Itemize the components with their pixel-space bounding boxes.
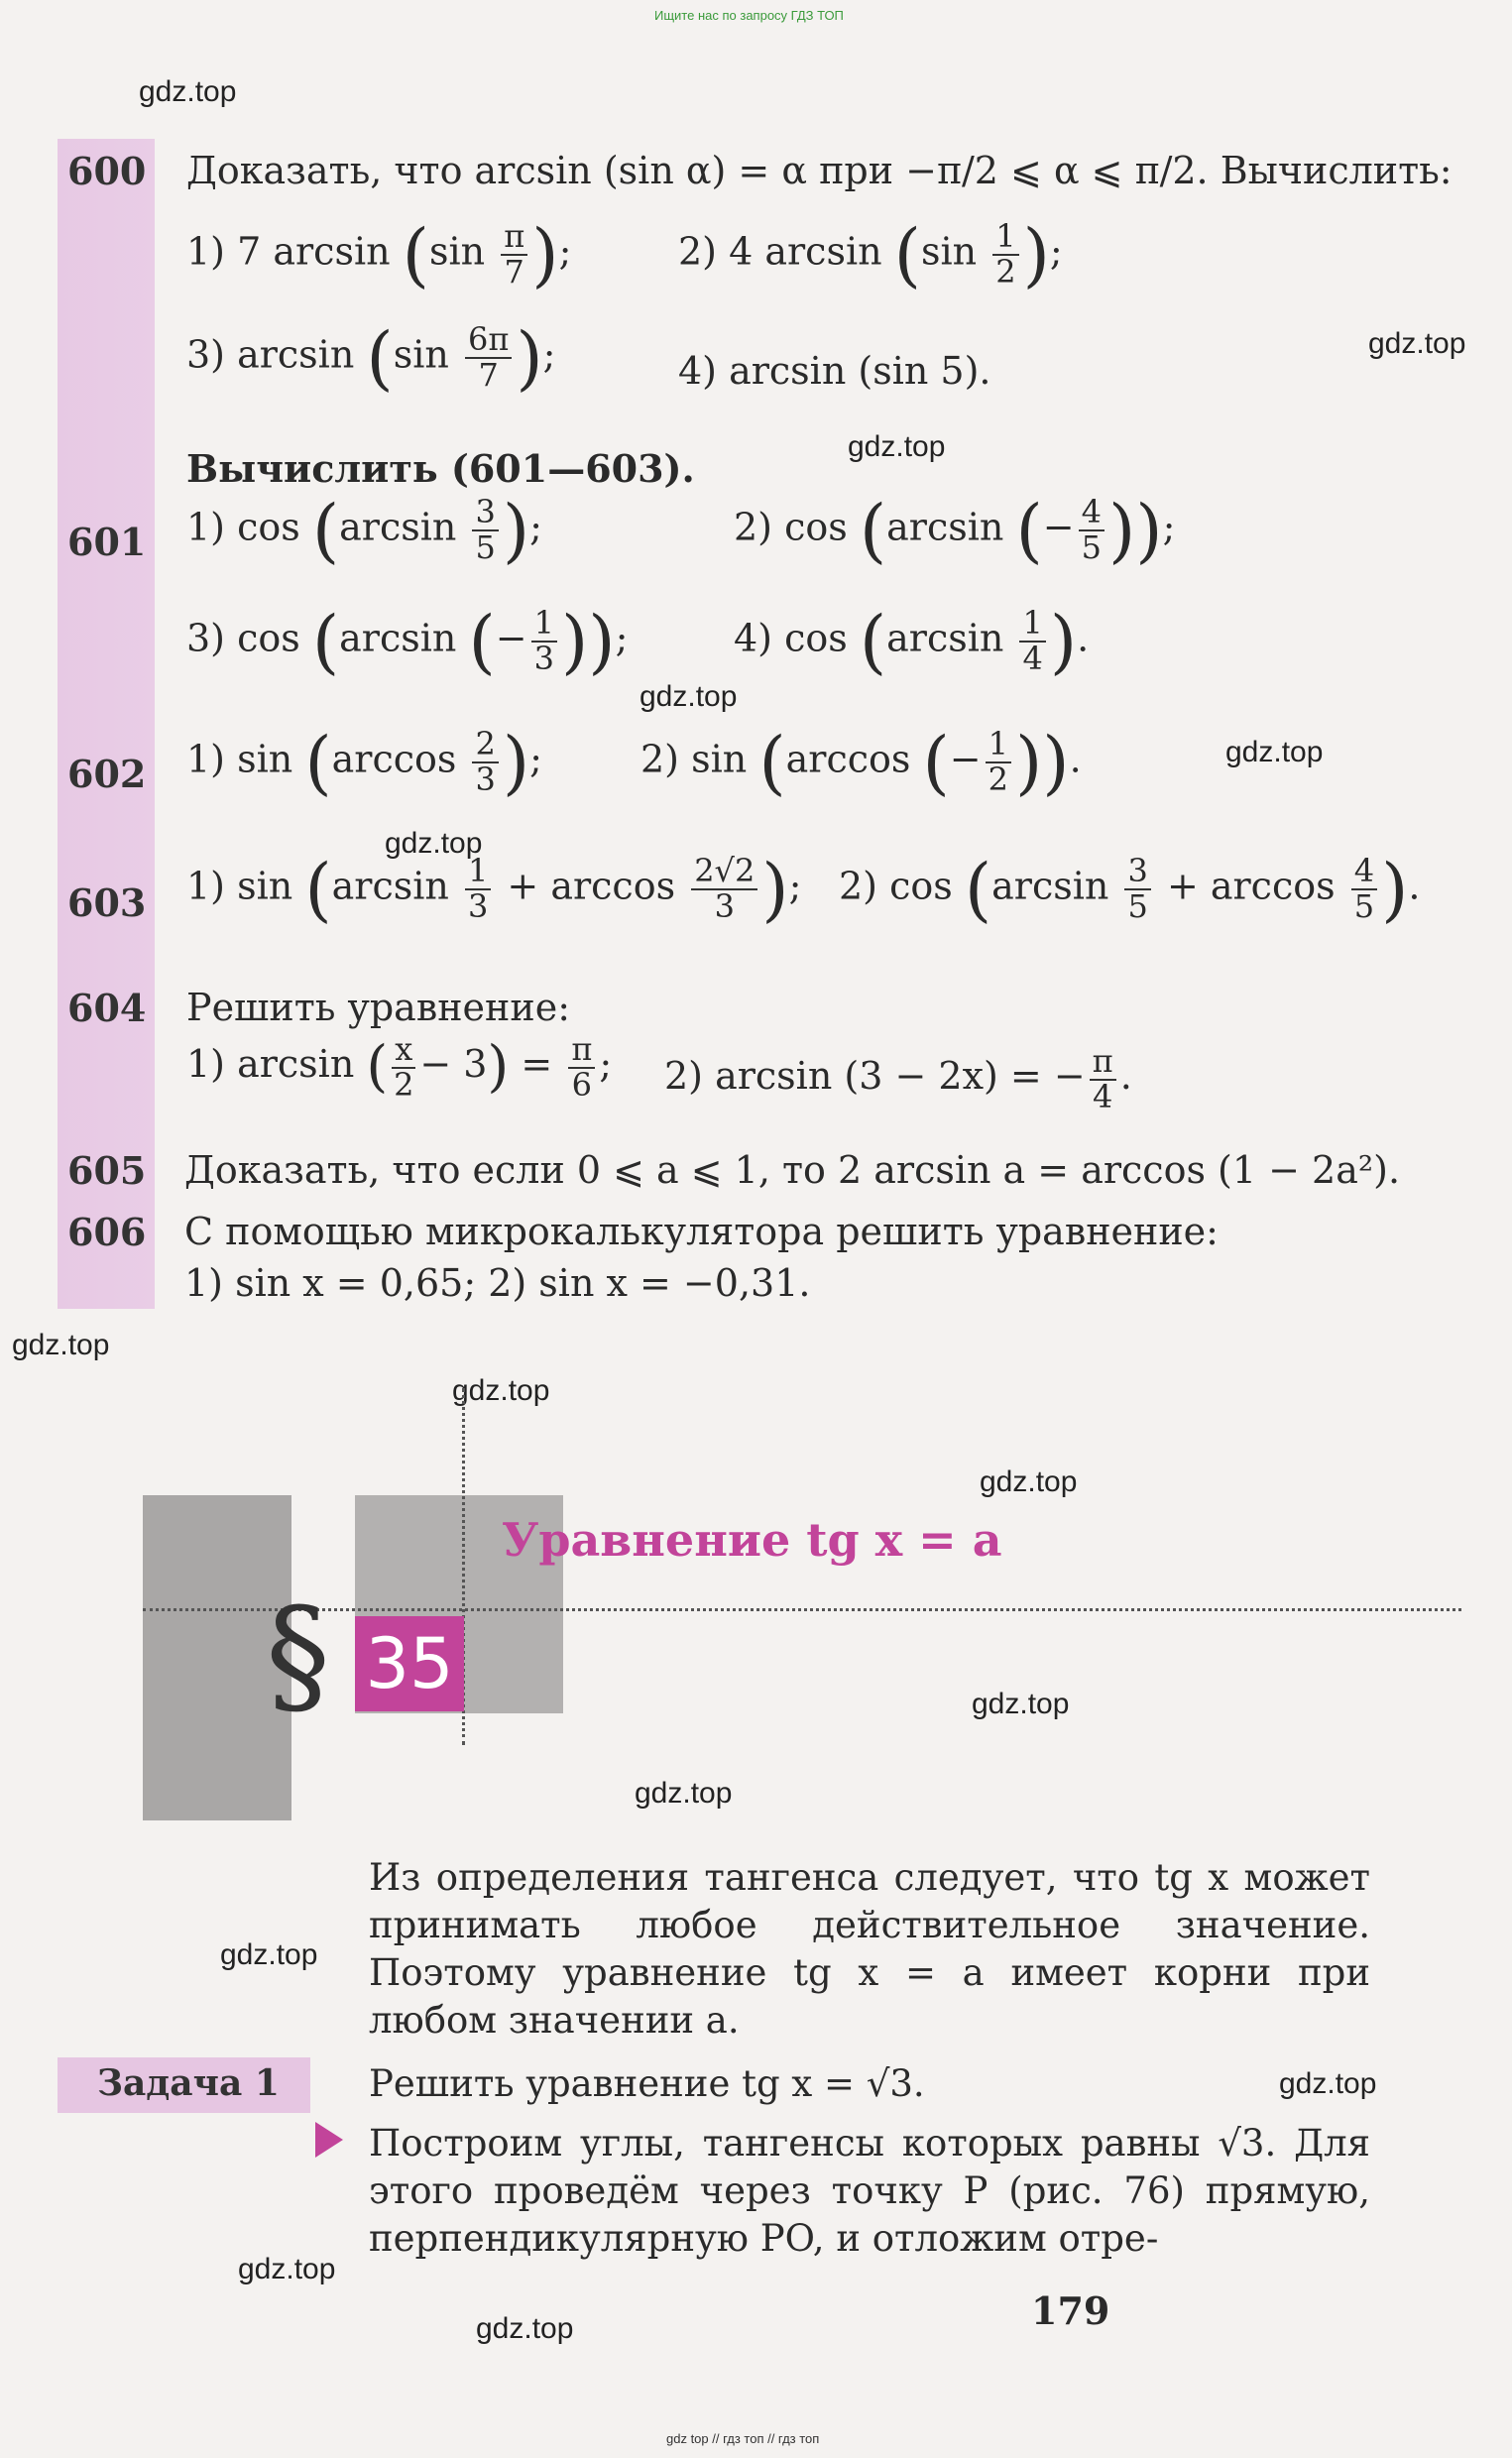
page-number: 179 xyxy=(1031,2288,1110,2333)
body-paragraph: Построим углы, тангенсы которых равны √3. Для этого проведём через точку P (рис. 76) прямую, перпендикулярную PO, и отложим отре- xyxy=(369,2122,1370,2260)
fraction: $\frac{4}{5}$ xyxy=(1351,855,1377,923)
task-label: Задача 1 xyxy=(97,2062,280,2104)
watermark: gdz.top xyxy=(12,1329,110,1361)
problem-item: 2) cos (arcsin (− $\frac{4}{5}$ )); xyxy=(734,490,1176,571)
item-text: 2) 4 arcsin xyxy=(678,229,882,274)
problem-number: 604 xyxy=(67,986,147,1030)
watermark: gdz.top xyxy=(385,827,483,860)
watermark: gdz.top xyxy=(1225,736,1324,768)
watermark: gdz.top xyxy=(452,1374,550,1407)
watermark: gdz.top xyxy=(139,75,237,108)
item-text: 3) arcsin xyxy=(186,332,355,377)
watermark: gdz.top xyxy=(1368,327,1466,360)
fraction: $\frac{\pi}{7}$ xyxy=(501,220,527,289)
problem-text: Доказать, что arcsin (sin α) = α при −π/2 ⩽ α ⩽ π/2. Вычислить: xyxy=(186,149,1453,192)
problem-item: 1) arcsin ( $\frac{x}{2}$ − 3) = $\frac{\pi}{6}$ ; xyxy=(186,1030,613,1104)
problem-item: 1) sin (arccos $\frac{2}{3}$ ); xyxy=(186,722,542,803)
item-func: sin xyxy=(428,229,486,274)
task-text: Решить уравнение tg x = √3. xyxy=(369,2062,925,2105)
problem-item: 1) sin x = 0,65; 2) sin x = −0,31. xyxy=(184,1261,811,1305)
body-paragraph: Из определения тангенса следует, что tg x может принимать любое действительное значение. Поэтому уравнение tg x = a имеет корни при любом значении a. xyxy=(369,1856,1370,2042)
section-dotted-line xyxy=(143,1608,1461,1611)
problem-text: С помощью микрокалькулятора решить уравнение: xyxy=(184,1210,1219,1253)
fraction: $\frac{\pi}{6}$ xyxy=(568,1033,595,1102)
watermark: gdz.top xyxy=(848,430,946,463)
fraction: $\frac{6\pi}{7}$ xyxy=(465,323,512,392)
problem-item: 3) arcsin (sin $\frac{6\pi}{7}$ ); xyxy=(186,317,556,399)
problem-numbers-band xyxy=(58,139,155,1309)
fraction: $\frac{1}{2}$ xyxy=(992,220,1018,289)
fraction: $\frac{3}{5}$ xyxy=(472,496,498,564)
problem-number: 603 xyxy=(67,880,147,925)
problem-item: 1) sin (arcsin $\frac{1}{3}$ + arccos $\frac{2√2}{3}$ ); xyxy=(186,849,802,930)
problem-item: 2) sin (arccos (− $\frac{1}{2}$ )). xyxy=(640,722,1082,803)
section-number: 35 xyxy=(355,1616,464,1711)
problem-number: 600 xyxy=(67,149,147,193)
problem-number: 601 xyxy=(67,520,147,564)
fraction: $\frac{1}{3}$ xyxy=(531,607,557,675)
item-text: 1) 7 arcsin xyxy=(186,229,391,274)
watermark: gdz.top xyxy=(635,1777,733,1810)
watermark: gdz.top xyxy=(238,2253,336,2285)
problem-number: 606 xyxy=(67,1210,147,1254)
problem-item: 2) cos (arcsin $\frac{3}{5}$ + arccos $\frac{4}{5}$ ). xyxy=(839,849,1421,930)
watermark: gdz.top xyxy=(972,1688,1070,1720)
fraction: $\frac{2√2}{3}$ xyxy=(691,855,757,923)
section-symbol: § xyxy=(266,1580,330,1730)
fraction: $\frac{2}{3}$ xyxy=(472,728,498,796)
problem-item: 3) cos (arcsin (− $\frac{1}{3}$ )); xyxy=(186,601,629,682)
problem-item: 1) cos (arcsin $\frac{3}{5}$ ); xyxy=(186,490,542,571)
watermark: gdz.top xyxy=(476,2312,574,2345)
fraction: $\frac{1}{3}$ xyxy=(465,855,491,923)
problem-item: 2) 4 arcsin (sin $\frac{1}{2}$ ); xyxy=(678,214,1063,295)
problem-item: 4) arcsin (sin 5). xyxy=(678,349,991,393)
fraction: $\frac{1}{2}$ xyxy=(986,728,1011,796)
problem-text: Решить уравнение: xyxy=(186,986,570,1029)
fraction: $\frac{1}{4}$ xyxy=(1019,607,1045,675)
footer-note: gdz top // гдз топ // гдз топ xyxy=(666,2431,820,2446)
watermark: gdz.top xyxy=(640,680,738,713)
problem-text: Доказать, что если 0 ⩽ a ⩽ 1, то 2 arcsin a = arccos (1 − 2a²). xyxy=(184,1148,1401,1192)
fraction: $\frac{x}{2}$ xyxy=(394,1030,414,1104)
item-func: sin xyxy=(393,332,449,377)
section-title: Уравнение tg x = a xyxy=(502,1513,1002,1567)
fraction: $\frac{3}{5}$ xyxy=(1124,855,1150,923)
watermark: gdz.top xyxy=(1279,2067,1377,2100)
calc-heading: Вычислить (601—603). xyxy=(186,446,695,491)
header-note: Ищите нас по запросу ГДЗ ТОП xyxy=(654,8,844,23)
problem-item: 4) cos (arcsin $\frac{1}{4}$ ). xyxy=(734,601,1090,682)
item-func: sin xyxy=(920,229,978,274)
watermark: gdz.top xyxy=(220,1938,318,1971)
problem-item: 1) 7 arcsin (sin $\frac{\pi}{7}$ ); xyxy=(186,214,572,295)
problem-item: 2) arcsin (3 − 2x) = − $\frac{\pi}{4}$ . xyxy=(664,1042,1132,1115)
problem-number: 605 xyxy=(67,1148,147,1193)
fraction: $\frac{4}{5}$ xyxy=(1079,496,1105,564)
solution-arrow-icon xyxy=(315,2122,343,2158)
problem-number: 602 xyxy=(67,752,147,796)
fraction: $\frac{\pi}{4}$ xyxy=(1090,1045,1116,1113)
watermark: gdz.top xyxy=(980,1465,1078,1498)
